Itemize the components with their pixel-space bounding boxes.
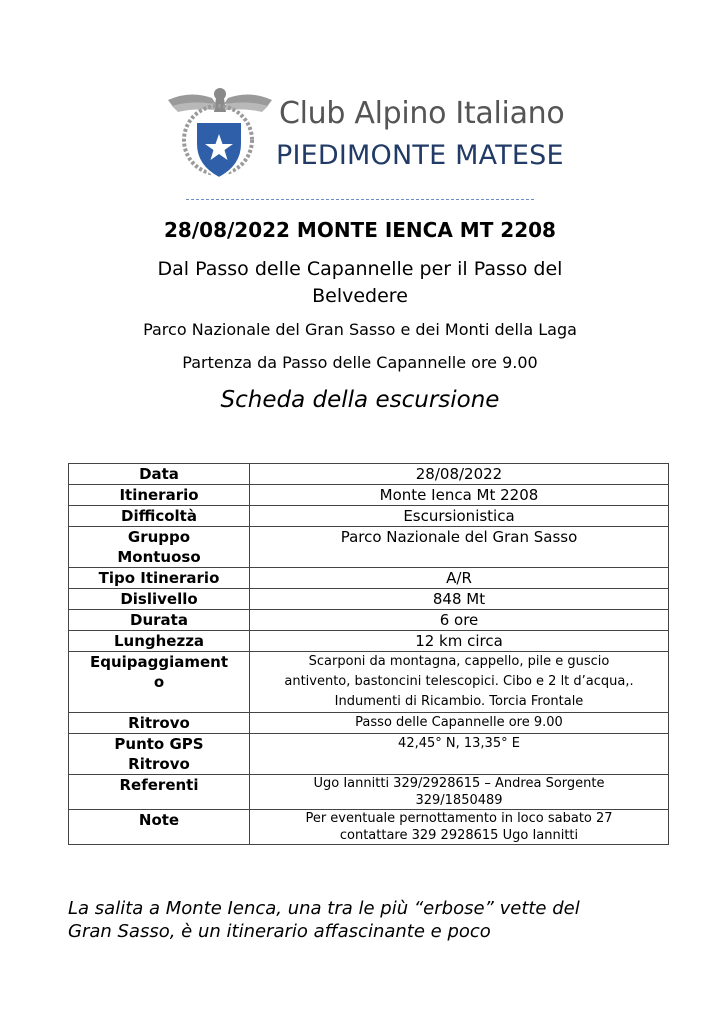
row-value: Escursionistica [250, 506, 669, 527]
row-value [250, 810, 669, 845]
row-value: 6 ore [250, 610, 669, 631]
row-value-line2: antivento, bastoncini telescopici. Cibo e 2 lt d’acqua,. [284, 674, 634, 689]
row-value-line3: Indumenti di Ricambio. Torcia Frontale [334, 694, 584, 709]
row-label: Dislivello [69, 589, 250, 610]
row-value: 28/08/2022 [250, 464, 669, 485]
route-subtitle-line2: Belvedere [312, 285, 408, 307]
row-label: Referenti [69, 775, 250, 810]
row-label: Note [69, 810, 250, 845]
table-row [69, 506, 669, 527]
row-value-line1: Ugo Iannitti 329/2928615 – Andrea Sorgente [313, 776, 605, 791]
sheet-title: Scheda della escursione [220, 387, 500, 413]
table-row [69, 610, 669, 631]
row-value: 848 Mt [250, 589, 669, 610]
row-label: Tipo Itinerario [69, 568, 250, 589]
table-row [69, 485, 669, 506]
row-value: Monte Ienca Mt 2208 [250, 485, 669, 506]
excursion-table [68, 463, 669, 845]
intro-line1: La salita a Monte Ienca, una tra le più “erbose” vette del [68, 898, 580, 919]
row-value: 12 km circa [250, 631, 669, 652]
row-value-line1: Per eventuale pernottamento in loco sabato 27 [305, 811, 613, 826]
table-row [69, 527, 669, 568]
row-label: Durata [69, 610, 250, 631]
table-row [69, 589, 669, 610]
row-label: Lunghezza [69, 631, 250, 652]
departure-info: Partenza da Passo delle Capannelle ore 9.00 [182, 353, 538, 372]
route-subtitle-line1: Dal Passo delle Capannelle per il Passo del [157, 258, 563, 280]
logo-section-name: PIEDIMONTE MATESE [276, 140, 564, 171]
row-value: Parco Nazionale del Gran Sasso [250, 527, 669, 568]
row-value-line2: 329/1850489 [415, 793, 503, 808]
cai-eagle-shield-icon [160, 82, 280, 182]
row-label-line2: Montuoso [117, 548, 201, 566]
row-label: Data [69, 464, 250, 485]
logo-club-name: Club Alpino Italiano [279, 96, 565, 131]
row-label-line1: Punto GPS [114, 735, 204, 753]
row-label [69, 734, 250, 775]
row-value: A/R [250, 568, 669, 589]
row-value: 42,45° N, 13,35° E [250, 734, 669, 775]
row-value [250, 652, 669, 713]
table-row [69, 734, 669, 775]
row-label-line2: Ritrovo [128, 755, 190, 773]
row-label [69, 652, 250, 713]
club-logo [160, 82, 565, 182]
row-label: Itinerario [69, 485, 250, 506]
row-label-line1: Gruppo [127, 528, 191, 546]
intro-paragraph [68, 897, 668, 943]
park-name: Parco Nazionale del Gran Sasso e dei Monti della Laga [143, 320, 577, 339]
table-row [69, 631, 669, 652]
row-label-line2: o [153, 673, 165, 691]
row-value-line1: Scarponi da montagna, cappello, pile e guscio [308, 654, 610, 669]
table-row [69, 810, 669, 845]
row-label: Difficoltà [69, 506, 250, 527]
row-label [69, 527, 250, 568]
table-row [69, 464, 669, 485]
page-title: 28/08/2022 MONTE IENCA MT 2208 [164, 218, 556, 242]
table-row [69, 713, 669, 734]
row-label: Ritrovo [69, 713, 250, 734]
row-value-line2: contattare 329 2928615 Ugo Iannitti [339, 828, 579, 843]
row-value [250, 775, 669, 810]
route-subtitle [0, 256, 720, 310]
header-divider [186, 199, 534, 200]
table-row [69, 568, 669, 589]
intro-line2: Gran Sasso, è un itinerario affascinante e poco [68, 921, 491, 942]
table-row [69, 775, 669, 810]
table-row [69, 652, 669, 713]
row-value: Passo delle Capannelle ore 9.00 [250, 713, 669, 734]
row-label-line1: Equipaggiament [89, 653, 229, 671]
